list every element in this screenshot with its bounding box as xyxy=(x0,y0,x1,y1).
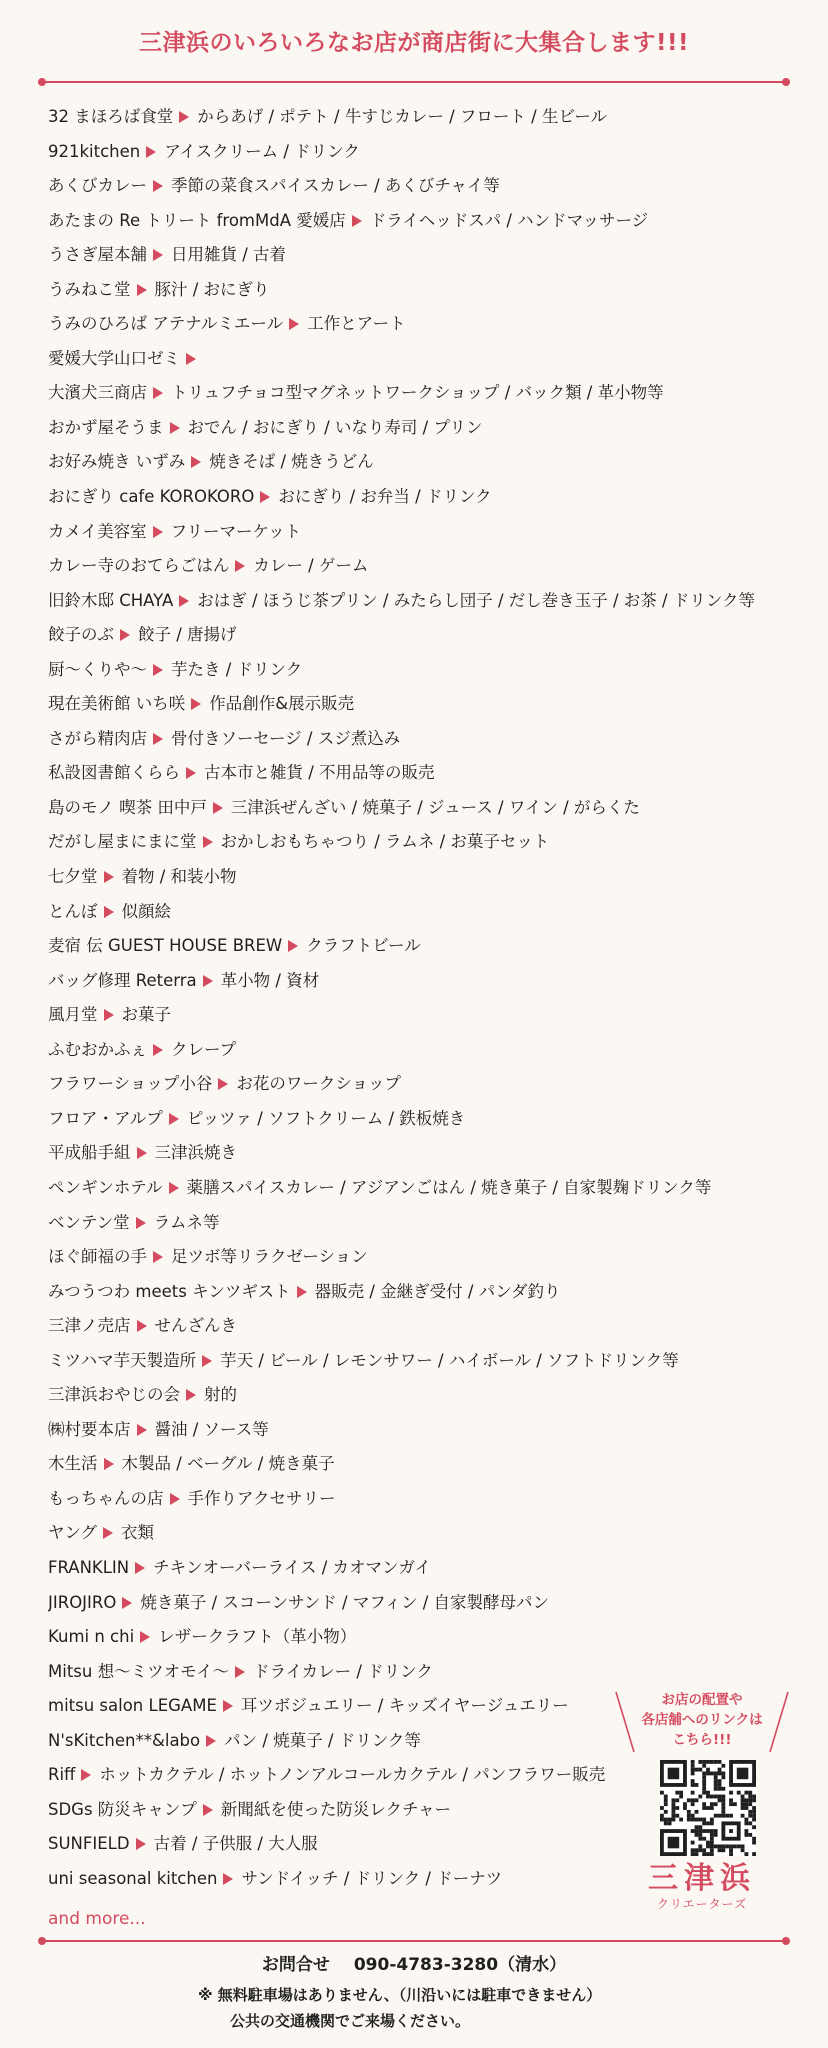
list-item xyxy=(48,515,788,550)
list-item xyxy=(48,929,788,964)
shop-items: 衣類 xyxy=(121,1523,155,1543)
shop-items: フリーマーケット xyxy=(170,521,302,541)
shop-name: みつうつわ meets キンツギスト xyxy=(48,1281,291,1301)
list-item xyxy=(48,480,788,515)
list-item xyxy=(48,1240,788,1275)
arrow-right-icon xyxy=(223,1700,233,1712)
shop-items: 工作とアート xyxy=(307,314,406,334)
shop-name: FRANKLIN xyxy=(48,1557,130,1577)
shop-items: お花のワークショップ xyxy=(236,1074,402,1094)
shop-name: カメイ美容室 xyxy=(48,521,147,541)
arrow-right-icon xyxy=(179,595,189,607)
arrow-right-icon xyxy=(137,1424,147,1436)
shop-name: JIROJIRO xyxy=(48,1592,117,1612)
list-item xyxy=(48,342,788,377)
shop-name: 32 まほろば食堂 xyxy=(48,107,174,126)
arrow-right-icon xyxy=(213,802,223,814)
list-item xyxy=(48,1171,788,1206)
contact-info xyxy=(0,1948,828,1982)
shop-items: 古本市と雑貨 / 不用品等の販売 xyxy=(204,763,435,783)
arrow-right-icon xyxy=(104,906,114,918)
arrow-right-icon xyxy=(186,353,196,365)
shop-items: トリュフチョコ型マグネットワークショップ / バック類 / 革小物等 xyxy=(171,383,664,403)
shop-items: 似顔絵 xyxy=(121,901,171,921)
list-item xyxy=(48,169,788,204)
arrow-right-icon xyxy=(179,111,189,123)
list-item xyxy=(48,1102,788,1137)
page-title: 三津浜のいろいろなお店が商店街に大集合します!!! xyxy=(139,30,689,56)
arrow-right-icon xyxy=(153,249,163,261)
arrow-right-icon xyxy=(153,1251,163,1263)
shop-items: お菓子 xyxy=(121,1005,171,1025)
shop-items: からあげ / ポテト / 牛すじカレー / フロート / 生ビール xyxy=(197,107,607,126)
shop-name: ベンテン堂 xyxy=(48,1212,130,1232)
shop-items: 作品創作&展示販売 xyxy=(209,694,355,714)
list-item xyxy=(48,722,788,757)
brand-subtitle: クリエーターズ xyxy=(656,1897,748,1911)
shop-name: Kumi n chi xyxy=(48,1627,135,1647)
list-item xyxy=(48,1551,788,1586)
shop-name: バッグ修理 Reterra xyxy=(48,970,197,990)
arrow-right-icon xyxy=(203,836,213,848)
list-item xyxy=(48,1136,788,1171)
shop-name: 風月堂 xyxy=(48,1005,98,1025)
qr-code-icon[interactable] xyxy=(660,1760,756,1856)
shop-items: ドライカレー / ドリンク xyxy=(253,1661,433,1681)
shop-name: 厨～くりや～ xyxy=(48,659,147,679)
shop-items: 焼きそば / 焼きうどん xyxy=(209,452,374,472)
list-item xyxy=(48,1620,788,1655)
list-item xyxy=(48,964,788,999)
list-item xyxy=(48,1344,788,1379)
arrow-right-icon xyxy=(81,1769,91,1781)
shop-items: おでん / おにぎり / いなり寿司 / プリン xyxy=(187,417,483,437)
shop-items: カレー / ゲーム xyxy=(253,556,369,576)
arrow-right-icon xyxy=(191,456,201,468)
shop-items: 醤油 / ソース等 xyxy=(154,1419,269,1439)
shop-name: うみのひろば アテナルミエール xyxy=(48,314,284,334)
transport-note: 公共の交通機関でご来場ください。 xyxy=(230,2012,471,2030)
shop-items: レザークラフト（革小物） xyxy=(158,1627,357,1647)
shop-items: せんざんき xyxy=(154,1316,237,1336)
arrow-right-icon xyxy=(122,1597,132,1609)
shop-items: 季節の菜食スパイスカレー / あくびチャイ等 xyxy=(171,176,500,196)
shop-items: おかしおもちゃつり / ラムネ / お菓子セット xyxy=(220,832,550,852)
list-item xyxy=(48,618,788,653)
arrow-right-icon xyxy=(140,1631,150,1643)
shop-name: 三津浜おやじの会 xyxy=(48,1385,180,1405)
arrow-right-icon xyxy=(153,180,163,192)
list-item xyxy=(48,307,788,342)
arrow-right-icon xyxy=(288,940,298,952)
brand-name: 三津浜 xyxy=(648,1861,756,1896)
list-item xyxy=(48,1413,788,1448)
arrow-right-icon xyxy=(153,387,163,399)
list-item xyxy=(48,1482,788,1517)
shop-list xyxy=(48,100,788,1896)
list-item xyxy=(48,1206,788,1241)
shop-name: ほぐ師福の手 xyxy=(48,1247,147,1267)
shop-items: 木製品 / ベーグル / 焼き菓子 xyxy=(121,1454,335,1474)
shop-name: N'sKitchen**&labo xyxy=(48,1730,201,1750)
shop-items: アイスクリーム / ドリンク xyxy=(164,141,360,161)
shop-items: ラムネ等 xyxy=(153,1212,220,1232)
shop-name: ペンギンホテル xyxy=(48,1177,163,1197)
arrow-right-icon xyxy=(136,1217,146,1229)
shop-name: 愛媛大学山口ゼミ xyxy=(48,348,180,368)
arrow-right-icon xyxy=(203,975,213,987)
arrow-right-icon xyxy=(153,664,163,676)
shop-items: 古着 / 子供服 / 大人服 xyxy=(153,1834,318,1854)
shop-items: 三津浜焼き xyxy=(154,1143,237,1163)
list-item xyxy=(48,860,788,895)
shop-name: うみねこ堂 xyxy=(48,279,131,299)
shop-name: お好み焼き いずみ xyxy=(48,452,186,472)
arrow-right-icon xyxy=(120,629,130,641)
shop-name: SUNFIELD xyxy=(48,1834,130,1854)
shop-name: フロア・アルプ xyxy=(48,1108,163,1128)
shop-items: 手作りアクセサリー xyxy=(187,1488,336,1508)
shop-items: 器販売 / 金継ぎ受付 / パンダ釣り xyxy=(314,1281,561,1301)
arrow-right-icon xyxy=(153,733,163,745)
arrow-right-icon xyxy=(202,1355,212,1367)
shop-items: 革小物 / 資材 xyxy=(220,970,320,990)
arrow-right-icon xyxy=(260,491,270,503)
arrow-right-icon xyxy=(170,422,180,434)
list-item xyxy=(48,204,788,239)
list-item xyxy=(48,756,788,791)
shop-items: 焼き菓子 / スコーンサンド / マフィン / 自家製酵母パン xyxy=(140,1592,550,1612)
arrow-right-icon xyxy=(104,1009,114,1021)
shop-name: 平成船手組 xyxy=(48,1143,131,1163)
list-item xyxy=(48,100,788,135)
and-more-label: and more... xyxy=(48,1909,146,1929)
shop-items: 新聞紙を使った防災レクチャー xyxy=(220,1799,451,1819)
list-item xyxy=(48,791,788,826)
arrow-right-icon xyxy=(153,526,163,538)
list-item xyxy=(48,825,788,860)
qr-note-line: 各店舗へのリンクは xyxy=(641,1712,763,1728)
arrow-right-icon xyxy=(103,1527,113,1539)
shop-items: 日用雑貨 / 古着 xyxy=(171,245,287,265)
arrow-right-icon xyxy=(235,560,245,572)
shop-items: クレープ xyxy=(171,1039,237,1059)
arrow-right-icon xyxy=(137,1320,147,1332)
shop-name: 921kitchen xyxy=(48,141,141,161)
shop-name: 私設図書館くらら xyxy=(48,763,180,783)
shop-items: 餃子 / 唐揚げ xyxy=(138,625,237,645)
list-item xyxy=(48,1516,788,1551)
list-item xyxy=(48,273,788,308)
brand-logo xyxy=(612,1862,792,1912)
list-item xyxy=(48,1033,788,1068)
arrow-right-icon xyxy=(206,1735,216,1747)
arrow-right-icon xyxy=(137,284,147,296)
shop-name: あたまの Re トリート fromMdA 愛媛店 xyxy=(48,210,346,230)
shop-name: さがら精肉店 xyxy=(48,728,147,748)
shop-items: 薬膳スパイスカレー / アジアンごはん / 焼き菓子 / 自家製麹ドリンク等 xyxy=(186,1177,712,1197)
shop-items: 射的 xyxy=(204,1385,237,1405)
arrow-right-icon xyxy=(203,1804,213,1816)
arrow-right-icon xyxy=(191,698,201,710)
shop-items: 足ツボ等リラクゼーション xyxy=(171,1247,368,1267)
contact-phone[interactable]: 090-4783-3280（清水） xyxy=(353,1955,567,1975)
parking-note: ※ 無料駐車場はありません、（川沿いには駐車できません） xyxy=(198,1986,602,2004)
arrow-right-icon xyxy=(104,1458,114,1470)
list-item xyxy=(48,1067,788,1102)
shop-name: おかず屋そうま xyxy=(48,417,164,437)
arrow-right-icon xyxy=(352,215,362,227)
list-item xyxy=(48,135,788,170)
arrow-right-icon xyxy=(104,871,114,883)
arrow-right-icon xyxy=(146,146,156,158)
shop-name: ㈱村要本店 xyxy=(48,1419,131,1439)
list-item xyxy=(48,895,788,930)
list-item xyxy=(48,1586,788,1621)
list-item xyxy=(48,687,788,722)
shop-name: もっちゃんの店 xyxy=(48,1488,164,1508)
shop-name: SDGs 防災キャンプ xyxy=(48,1799,197,1819)
arrow-right-icon xyxy=(136,1838,146,1850)
shop-name: あくびカレー xyxy=(48,176,147,196)
shop-name: 島のモノ 喫茶 田中戸 xyxy=(48,797,207,817)
qr-note-line: お店の配置や xyxy=(661,1692,743,1708)
arrow-right-icon xyxy=(218,1078,228,1090)
shop-name: 餃子のぶ xyxy=(48,625,114,645)
list-item xyxy=(48,584,788,619)
shop-items: 着物 / 和装小物 xyxy=(121,867,237,887)
list-item xyxy=(48,998,788,1033)
arrow-right-icon xyxy=(223,1873,233,1885)
qr-note-line: こちら!!! xyxy=(672,1732,732,1748)
list-item xyxy=(48,1447,788,1482)
shop-name: uni seasonal kitchen xyxy=(48,1868,218,1888)
shop-name: だがし屋まにまに堂 xyxy=(48,832,197,852)
shop-name: 大濱犬三商店 xyxy=(48,383,147,403)
arrow-right-icon xyxy=(153,1044,163,1056)
arrow-right-icon xyxy=(169,1113,179,1125)
arrow-right-icon xyxy=(235,1666,245,1678)
list-item xyxy=(48,549,788,584)
shop-name: フラワーショップ小谷 xyxy=(48,1074,213,1094)
shop-items: 骨付きソーセージ / スジ煮込み xyxy=(171,728,401,748)
shop-name: mitsu salon LEGAME xyxy=(48,1696,217,1716)
shop-name: 旧鈴木邸 CHAYA xyxy=(48,590,174,610)
header xyxy=(40,18,788,82)
header-divider xyxy=(40,81,788,83)
list-item xyxy=(48,653,788,688)
shop-items: おにぎり / お弁当 / ドリンク xyxy=(278,487,492,507)
list-item xyxy=(48,1655,788,1690)
shop-items: おはぎ / ほうじ茶プリン / みたらし団子 / だし巻き玉子 / お茶 / ドリンク等 xyxy=(197,590,756,610)
shop-name: 七夕堂 xyxy=(48,867,98,887)
qr-note xyxy=(612,1690,792,1750)
arrow-right-icon xyxy=(186,767,196,779)
arrow-right-icon xyxy=(186,1389,196,1401)
list-item xyxy=(48,445,788,480)
shop-items: 三津浜ぜんざい / 焼菓子 / ジュース / ワイン / がらくた xyxy=(230,797,640,817)
shop-name: 三津ノ売店 xyxy=(48,1316,131,1336)
shop-items: 耳ツボジュエリー / キッズイヤージュエリー xyxy=(240,1696,569,1716)
list-item xyxy=(48,1378,788,1413)
shop-items: サンドイッチ / ドリンク / ドーナツ xyxy=(241,1868,503,1888)
arrow-right-icon xyxy=(170,1493,180,1505)
list-item xyxy=(48,1309,788,1344)
qr-panel[interactable] xyxy=(612,1690,792,1920)
shop-name: ミツハマ芋天製造所 xyxy=(48,1350,197,1370)
shop-name: カレー寺のおてらごはん xyxy=(48,556,230,576)
arrow-right-icon xyxy=(297,1286,307,1298)
arrow-right-icon xyxy=(137,1147,147,1159)
shop-name: 麦宿 伝 GUEST HOUSE BREW xyxy=(48,936,283,956)
shop-name: おにぎり cafe KOROKORO xyxy=(48,487,255,507)
arrow-right-icon xyxy=(169,1182,179,1194)
shop-items: ピッツァ / ソフトクリーム / 鉄板焼き xyxy=(186,1108,466,1128)
shop-name: うさぎ屋本舗 xyxy=(48,245,147,265)
shop-items: チキンオーバーライス / カオマンガイ xyxy=(153,1557,432,1577)
arrow-right-icon xyxy=(135,1562,145,1574)
shop-items: ドライヘッドスパ / ハンドマッサージ xyxy=(369,210,649,230)
shop-name: ヤング xyxy=(48,1523,98,1543)
shop-items: ホットカクテル / ホットノンアルコールカクテル / パンフラワー販売 xyxy=(99,1765,606,1785)
shop-name: Riff xyxy=(48,1765,76,1785)
footer-divider xyxy=(40,1940,788,1942)
shop-name: 木生活 xyxy=(48,1454,98,1474)
shop-items: 芋たき / ドリンク xyxy=(171,659,303,679)
list-item xyxy=(48,411,788,446)
contact-label: お問合せ xyxy=(261,1955,330,1975)
shop-name: ふむおかふぇ xyxy=(48,1039,147,1059)
shop-items: パン / 焼菓子 / ドリンク等 xyxy=(224,1730,421,1750)
shop-items: クラフトビール xyxy=(306,936,421,956)
shop-name: 現在美術館 いち咲 xyxy=(48,694,186,714)
list-item xyxy=(48,376,788,411)
list-item xyxy=(48,238,788,273)
shop-name: Mitsu 想～ミツオモイ～ xyxy=(48,1661,230,1681)
shop-items: 豚汁 / おにぎり xyxy=(154,279,270,299)
list-item xyxy=(48,1275,788,1310)
shop-items: 芋天 / ビール / レモンサワー / ハイボール / ソフトドリンク等 xyxy=(220,1350,679,1370)
shop-name: とんぼ xyxy=(48,901,98,921)
arrow-right-icon xyxy=(289,318,299,330)
